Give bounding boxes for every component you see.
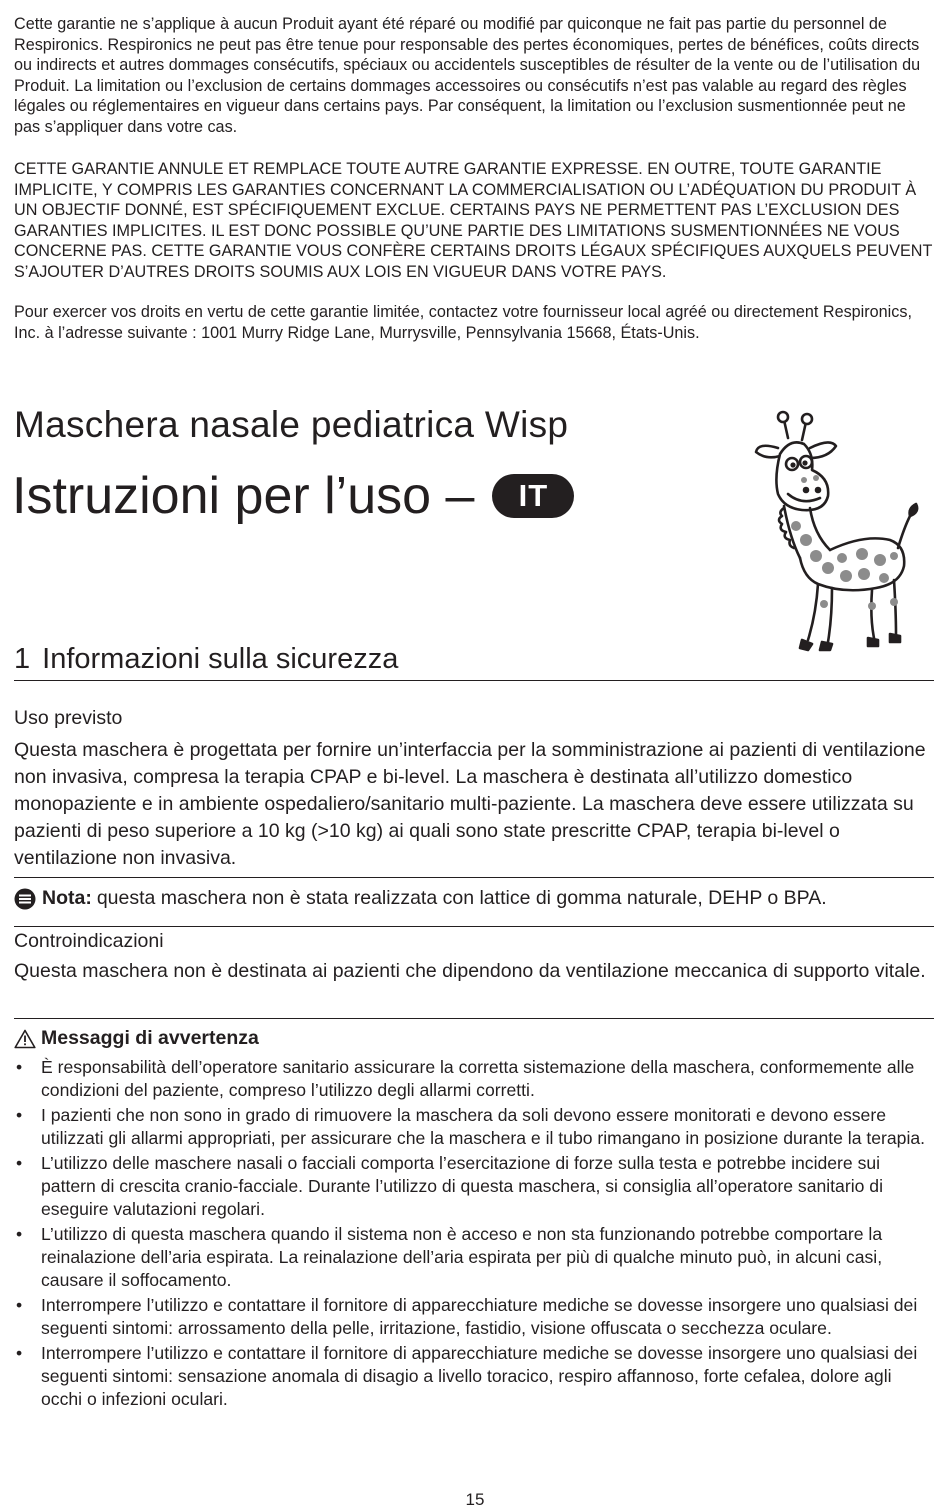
divider: [14, 926, 934, 927]
section-1-number: 1: [14, 643, 31, 675]
product-subtitle: Maschera nasale pediatrica Wisp: [14, 404, 569, 445]
language-badge: IT: [492, 474, 574, 518]
warnings-list: [14, 1056, 936, 1413]
warnings-heading-text: Messaggi di avvertenza: [41, 1027, 259, 1049]
note: [14, 887, 827, 910]
contraindications-heading: Controindicazioni: [14, 930, 164, 952]
intended-use-heading: Uso previsto: [14, 707, 123, 729]
french-warranty-paragraph-1: Cette garantie ne s’applique à aucun Produit ayant été réparé ou modifié par quiconque ne fait pas partie du personnel de Respironics. Respironics ne peut pas être tenue pour responsable des pertes économiques, pertes de bénéfices, coûts directs ou indirects et autres dommages consécutifs, spéciaux ou accidentels susceptibles de résulter de la vente ou de l’utilisation du Produit. La limitation ou l’exclusion de certains dommages accessoires ou consécutifs n’est pas valable au regard des règles légales ou réglementaires en vigueur dans certains pays. Par conséquent, la limitation ou l’exclusion susmentionnée peut ne pas s’appliquer dans votre cas.: [14, 15, 921, 136]
divider: [14, 1018, 934, 1019]
warning-item: • È responsabilità dell’operatore sanitario assicurare la corretta sistemazione della maschera, conformemente alle condizioni del paziente, compreso l’utilizzo degli allarmi corretti.: [14, 1056, 936, 1102]
page-title-text: Istruzioni per l’uso –: [12, 467, 475, 525]
section-1-title: Informazioni sulla sicurezza: [42, 643, 399, 675]
page-number: 15: [465, 1490, 485, 1509]
warning-item: • L’utilizzo delle maschere nasali o facciali comporta l’esercitazione di forze sulla testa e potrebbe incidere sui pattern di crescita cranio-facciale. Durante l’utilizzo di questa maschera, si consiglia all’operatore sanitario di eseguire valutazioni regolari.: [14, 1152, 936, 1221]
warning-item: • L’utilizzo di questa maschera quando il sistema non è acceso e non sta funzionando potrebbe comportare la reinalazione dell’aria espirata. La reinalazione dell’aria espirata per più di qualche minuto può, in alcuni casi, causare il soffocamento.: [14, 1223, 936, 1292]
french-warranty-paragraph-2: CETTE GARANTIE ANNULE ET REMPLACE TOUTE AUTRE GARANTIE EXPRESSE. EN OUTRE, TOUTE GARANTIE IMPLICITE, Y COMPRIS LES GARANTIES CONCERNANT LA COMMERCIALISATION OU L’ADÉQUATION DU PRODUIT À UN OBJECTIF DONNÉ, EST SPÉCIFIQUEMENT EXCLUE. CERTAINS PAYS NE PERMETTENT PAS L’EXCLUSION DES GARANTIES IMPLICITES. IL EST DONC POSSIBLE QU’UNE PARTIE DES LIMITATIONS SUSMENTIONNÉES NE VOUS CONCERNE PAS. CETTE GARANTIE VOUS CONFÈRE CERTAINS DROITS LÉGAUX SPÉCIFIQUES AUXQUELS PEUVENT S’AJOUTER D’AUTRES DROITS SOUMIS AUX LOIS EN VIGUEUR DANS VOTRE PAYS.: [14, 160, 933, 281]
giraffe-illustration: [744, 408, 924, 654]
note-text: questa maschera non è stata realizzata con lattice di gomma naturale, DEHP o BPA.: [96, 887, 827, 909]
divider: [14, 877, 934, 878]
note-label: Nota:: [42, 887, 92, 909]
intended-use-text: Questa maschera è progettata per fornire un’interfaccia per la somministrazione ai pazienti di ventilazione non invasiva, compresa la terapia CPAP e bi-level. La maschera è destinata all’utilizzo domestico monopaziente e in ambiente ospedaliero/sanitario multi-paziente. La maschera deve essere utilizzata su pazienti di peso superiore a 10 kg (>10 kg) ai quali sono state prescritte CPAP, terapia bi-level o ventilazione non invasiva.: [14, 739, 926, 869]
warning-item: • Interrompere l’utilizzo e contattare il fornitore di apparecchiature mediche se dovesse insorgere uno qualsiasi dei seguenti sintomi: arrossamento della pelle, irritazione, fastidio, visione offuscata o secchezza oculare.: [14, 1294, 936, 1340]
contraindications-text: Questa maschera non è destinata ai pazienti che dipendono da ventilazione meccanica di supporto vitale.: [14, 960, 926, 982]
warnings-heading: [14, 1027, 259, 1050]
warning-item: • Interrompere l’utilizzo e contattare il fornitore di apparecchiature mediche se dovesse insorgere uno qualsiasi dei seguenti sintomi: sensazione anomala di disagio a livello toracico, respiro affannoso, forte cefalea, dolore agli occhi o infezioni oculari.: [14, 1342, 936, 1411]
note-icon: [14, 888, 36, 910]
page-title: [12, 466, 574, 526]
french-warranty-paragraph-3: Pour exercer vos droits en vertu de cette garantie limitée, contactez votre fournisseur local agréé ou directement Respironics, Inc. à l’adresse suivante : 1001 Murry Ridge Lane, Murrysville, Pennsylvania 15668, États-Unis.: [14, 303, 912, 342]
warning-item: • I pazienti che non sono in grado di rimuovere la maschera da soli devono essere monitorati e devono essere utilizzati gli allarmi appropriati, per assicurare che la maschera e il tubo rimangano in posizione durante la terapia.: [14, 1104, 936, 1150]
section-1-heading: [14, 643, 934, 681]
warning-triangle-icon: [14, 1029, 36, 1049]
